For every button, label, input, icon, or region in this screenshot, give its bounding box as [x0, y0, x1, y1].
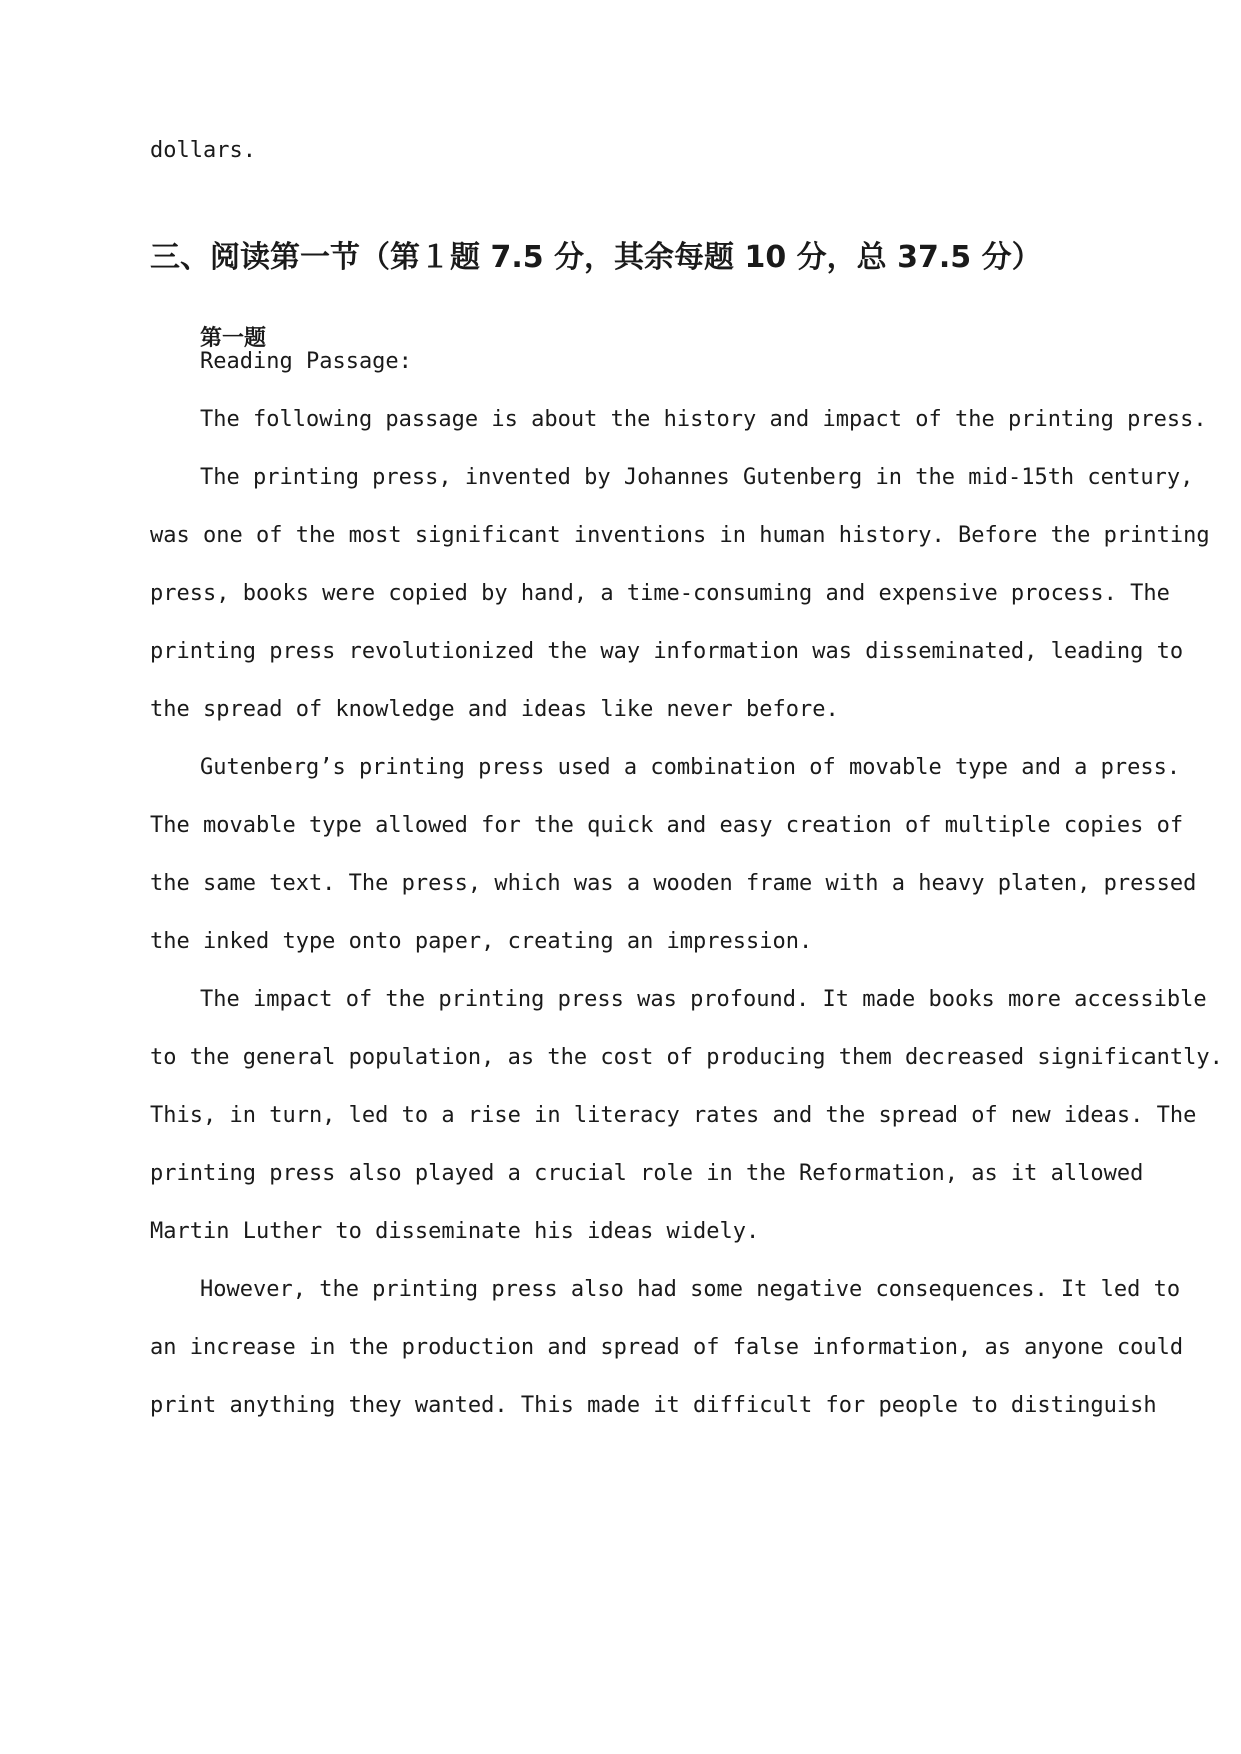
paragraph-3-line-5: Martin Luther to disseminate his ideas widely.: [150, 1219, 760, 1244]
paragraph-2-line-1: Gutenberg’s printing press used a combination of movable type and a press.: [200, 755, 1181, 780]
paragraph-1-line-4: printing press revolutionized the way information was disseminated, leading to: [150, 639, 1184, 664]
paragraph-3-line-4: printing press also played a crucial role in the Reformation, as it allowed: [150, 1161, 1144, 1186]
paragraph-1-line-5: the spread of knowledge and ideas like never before.: [150, 697, 839, 722]
paragraph-4-line-3: print anything they wanted. This made it difficult for people to distinguish: [150, 1393, 1157, 1418]
paragraph-4-line-1: However, the printing press also had some negative consequences. It led to: [200, 1277, 1181, 1302]
paragraph-2-line-2: The movable type allowed for the quick and easy creation of multiple copies of: [150, 813, 1184, 838]
question-title: 第一题: [200, 326, 267, 351]
passage-label: Reading Passage:: [200, 349, 412, 374]
paragraph-2-line-4: the inked type onto paper, creating an impression.: [150, 929, 813, 954]
top-fragment-text: dollars.: [150, 138, 256, 163]
paragraph-1-line-2: was one of the most significant inventions in human history. Before the printing: [150, 523, 1210, 548]
paragraph-4-line-2: an increase in the production and spread of false information, as anyone could: [150, 1335, 1184, 1360]
paragraph-2-line-3: the same text. The press, which was a wooden frame with a heavy platen, pressed: [150, 871, 1197, 896]
paragraph-3-line-3: This, in turn, led to a rise in literacy rates and the spread of new ideas. The: [150, 1103, 1197, 1128]
section-heading: 三、阅读第一节（第１题 7.5 分，其余每题 10 分，总 37.5 分）: [150, 240, 1042, 275]
intro-line: The following passage is about the history and impact of the printing press.: [200, 407, 1207, 432]
paragraph-1-line-1: The printing press, invented by Johannes Gutenberg in the mid-15th century,: [200, 465, 1194, 490]
paragraph-3-line-2: to the general population, as the cost of producing them decreased significantly.: [150, 1045, 1223, 1070]
paragraph-3-line-1: The impact of the printing press was profound. It made books more accessible: [200, 987, 1207, 1012]
paragraph-1-line-3: press, books were copied by hand, a time-consuming and expensive process. The: [150, 581, 1170, 606]
